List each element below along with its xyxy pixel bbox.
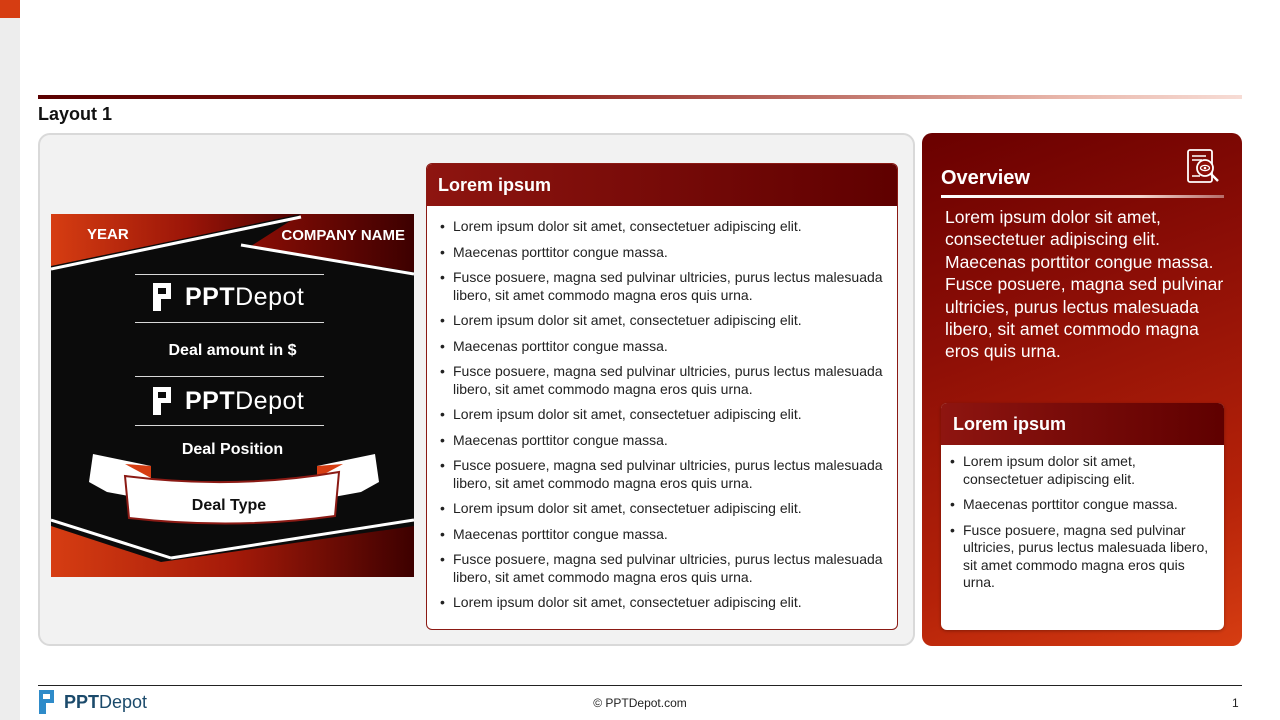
list-item: • Maecenas porttitor congue massa.: [440, 432, 887, 450]
deal-type-label: Deal Type: [191, 497, 267, 514]
overview-title: Overview: [941, 167, 1030, 189]
card-company-label: COMPANY NAME: [281, 227, 405, 244]
logo-text-regular: Depot: [235, 282, 305, 311]
card-divider: [135, 425, 324, 426]
list-item: • Maecenas porttitor congue massa.: [440, 244, 887, 262]
list-item: • Maecenas porttitor congue massa.: [440, 338, 887, 356]
list-item: • Maecenas porttitor congue massa.: [440, 526, 887, 544]
card-divider: [135, 376, 324, 377]
list-item: • Fusce posuere, magna sed pulvinar ultricies, purus lectus malesuada libero, sit amet commodo magna eros quis urna.: [440, 457, 887, 492]
main-bullet-list: [427, 206, 897, 612]
footer-logo-bold: PPT: [64, 691, 100, 712]
ppt-depot-logo-icon: [151, 281, 177, 313]
list-item: • Lorem ipsum dolor sit amet, consectetuer adipiscing elit.: [950, 453, 1214, 488]
list-item: • Maecenas porttitor congue massa.: [950, 496, 1214, 514]
list-item: • Lorem ipsum dolor sit amet, consectetuer adipiscing elit.: [440, 218, 887, 236]
ppt-depot-logo-icon: [151, 385, 177, 417]
list-item: • Lorem ipsum dolor sit amet, consectetuer adipiscing elit.: [440, 312, 887, 330]
list-item: • Fusce posuere, magna sed pulvinar ultricies, purus lectus malesuada libero, sit amet commodo magna eros quis urna.: [440, 551, 887, 586]
deal-card: [51, 214, 414, 577]
footer-rule: [38, 685, 1242, 686]
logo-text-bold: PPT: [185, 282, 236, 311]
card-logo-top: [151, 280, 304, 314]
card-divider: [135, 322, 324, 323]
side-bullet-list: [941, 445, 1224, 592]
footer-copyright: © PPTDepot.com: [593, 696, 687, 710]
ribbon-banner: [89, 450, 379, 530]
side-list-box: [941, 403, 1224, 630]
logo-text-bold: PPT: [185, 386, 236, 415]
list-item: • Lorem ipsum dolor sit amet, consectetuer adipiscing elit.: [440, 406, 887, 424]
page-title: Layout 1: [38, 104, 113, 124]
overview-rule: [941, 195, 1224, 198]
list-item: • Fusce posuere, magna sed pulvinar ultricies, purus lectus malesuada libero, sit amet commodo magna eros quis urna.: [440, 269, 887, 304]
side-list-title: Lorem ipsum: [941, 403, 1224, 445]
list-item: • Lorem ipsum dolor sit amet, consectetuer adipiscing elit.: [440, 500, 887, 518]
footer-logo-regular: Depot: [99, 691, 148, 712]
main-list-box: [426, 163, 898, 630]
card-logo-bottom: [151, 384, 304, 418]
title-rule: [38, 95, 1242, 99]
list-item: • Fusce posuere, magna sed pulvinar ultricies, purus lectus malesuada libero, sit amet commodo magna eros quis urna.: [950, 522, 1214, 592]
main-list-title: Lorem ipsum: [427, 164, 897, 206]
list-item: • Fusce posuere, magna sed pulvinar ultricies, purus lectus malesuada libero, sit amet commodo magna eros quis urna.: [440, 363, 887, 398]
document-search-icon: [1184, 148, 1222, 186]
card-year-label: YEAR: [87, 226, 129, 243]
left-strip-accent: [0, 0, 20, 18]
page-number: 1: [1232, 696, 1239, 710]
list-item: • Lorem ipsum dolor sit amet, consectetuer adipiscing elit.: [440, 594, 887, 612]
logo-text-regular: Depot: [235, 386, 305, 415]
deal-position-label: Deal Position: [181, 441, 284, 458]
overview-text: Lorem ipsum dolor sit amet, consectetuer adipiscing elit. Maecenas porttitor congue massa. Fusce posuere, magna sed pulvinar ultricies, purus lectus malesuada libero, sit amet commodo magna eros quis urna.: [945, 207, 1224, 362]
deal-amount-label: Deal amount in $: [168, 342, 297, 359]
card-divider: [135, 274, 324, 275]
left-strip: [0, 0, 20, 720]
